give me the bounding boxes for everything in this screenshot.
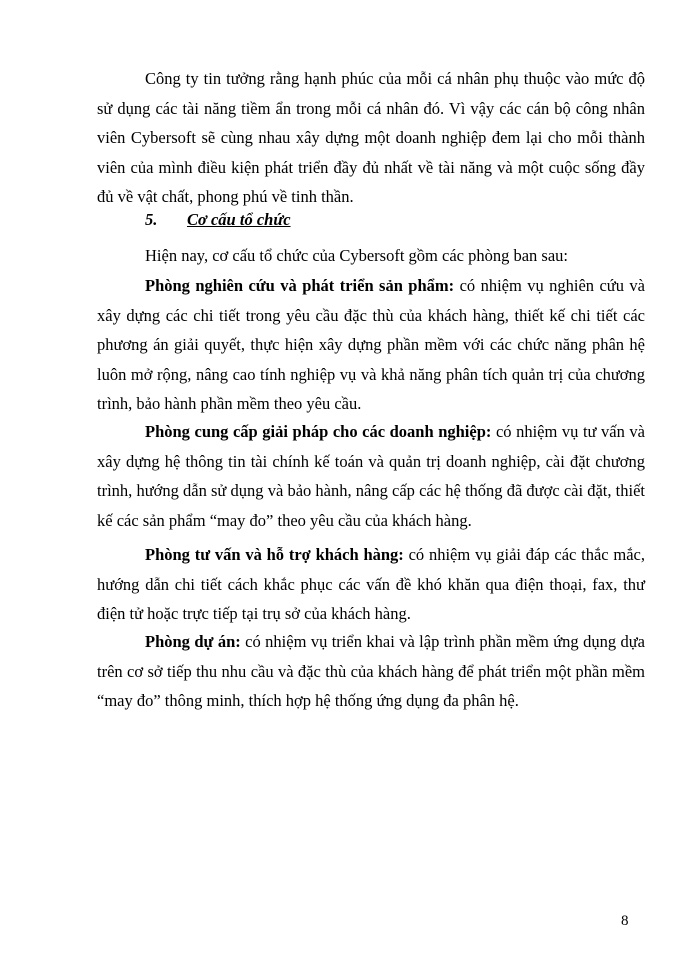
department-description: có nhiệm vụ tư vấn và xây dựng hệ thông tin tài chính kế toán và quản trị doanh nghiệp, cài đặt chương trình, hướng dẫn sử dụng và bảo hành, nâng cấp các hệ thống đã được cài đặt, thiết kế các sản phẩm “may đo” theo yêu cầu của khách hàng. bbox=[97, 422, 645, 530]
department-description: có nhiệm vụ nghiên cứu và xây dựng các chi tiết trong yêu cầu đặc thù của khách hàng, thiết kế chi tiết các phương án giải quyết, thực hiện xây dựng phần mềm với các chức năng phân hệ luôn mở rộng, nâng cao tính nghiệp vụ và khả năng phân tích quản trị của chương trình, bảo hành phần mềm theo yêu cầu. bbox=[97, 276, 645, 413]
overview-paragraph: Hiện nay, cơ cấu tổ chức của Cybersoft gồm các phòng ban sau: bbox=[145, 246, 568, 265]
department-paragraph-support bbox=[97, 540, 645, 629]
department-description: có nhiệm vụ giải đáp các thắc mắc, hướng dẫn chi tiết cách khắc phục các vấn đề khó khăn qua điện thoại, fax, thư điện tử hoặc trực tiếp tại trụ sở của khách hàng. bbox=[97, 545, 645, 623]
section-number: 5. bbox=[145, 210, 158, 229]
department-description: có nhiệm vụ triển khai và lập trình phần mềm ứng dụng dựa trên cơ sở tiếp thu nhu cầu và đặc thù của khách hàng để phát triển một phần mềm “may đo” thông minh, thích hợp hệ thống ứng dụng đa phân hệ. bbox=[97, 632, 645, 710]
department-name: Phòng nghiên cứu và phát triển sản phẩm: bbox=[145, 276, 455, 295]
department-name: Phòng dự án: bbox=[145, 632, 241, 651]
page-number: 8 bbox=[621, 913, 629, 929]
section-title: Cơ cấu tổ chức bbox=[187, 210, 291, 229]
section-heading bbox=[145, 205, 291, 235]
department-name: Phòng cung cấp giải pháp cho các doanh nghiệp: bbox=[145, 422, 492, 441]
department-paragraph-rnd bbox=[97, 271, 645, 419]
intro-paragraph: Công ty tin tưởng rằng hạnh phúc của mỗi cá nhân phụ thuộc vào mức độ sử dụng các tài năng tiềm ẩn trong mỗi cá nhân đó. Vì vậy các cán bộ công nhân viên Cybersoft sẽ cùng nhau xây dựng một doanh nghiệp đem lại cho mỗi thành viên của mình điều kiện phát triển đầy đủ nhất về tài năng và một cuộc sống đầy đủ về vật chất, phong phú về tinh thần. bbox=[97, 69, 645, 206]
department-paragraph-projects bbox=[97, 627, 645, 716]
department-name: Phòng tư vấn và hỗ trợ khách hàng: bbox=[145, 545, 404, 564]
department-paragraph-solutions bbox=[97, 417, 645, 535]
